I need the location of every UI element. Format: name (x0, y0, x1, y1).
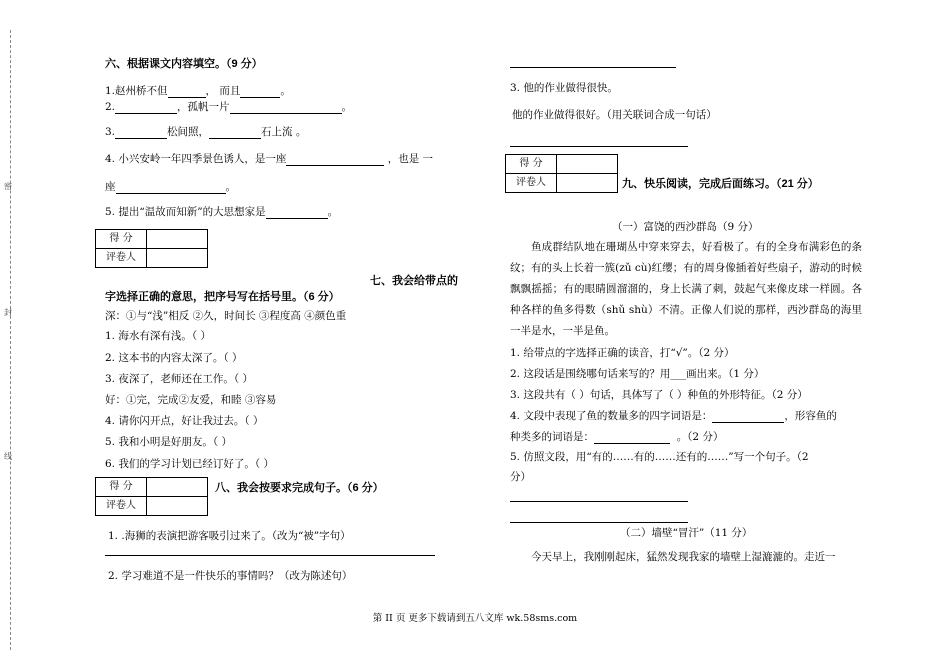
s8-question-2: 2. 学习难道不是一件快乐的事情吗？（改为陈述句） (108, 570, 353, 582)
p1-question-2: 2. 这段话是围绕哪句话来写的？用___画出来。（1 分） (510, 368, 765, 380)
s7-question-3: 3. 夜深了，老师还在工作。（ ） (105, 373, 253, 385)
score-box-8 (95, 477, 208, 516)
section6-title: 六、根据课文内容填空。（9 分） (105, 58, 263, 70)
s6-question-1: 1.赵州桥不但 ， 而且 。 (105, 85, 291, 97)
s6-question-4: 4. 小兴安岭一年四季景色诱人，是一座 ，也是 一 (105, 153, 434, 165)
section7-title-a: 七、我会给带点的 (370, 275, 458, 287)
fill-blank[interactable] (240, 86, 280, 98)
margin-label-seal2: 封 (4, 308, 12, 317)
s8-question-3: 3. 他的作业做得很快。 (510, 82, 618, 94)
grader-cell[interactable] (147, 249, 208, 268)
passage1-title: （一）富饶的西沙群岛（9 分） (612, 221, 759, 233)
fill-blank[interactable] (116, 182, 226, 194)
page-footer: 第 II 页 更多下载请到五八文库 wk.58sms.com (372, 613, 578, 624)
margin-label-seal: 密 (4, 182, 12, 191)
answer-line[interactable] (105, 555, 435, 556)
passage1-text: 鱼成群结队地在珊瑚丛中穿来穿去，好看极了。有的全身布满彩色的条纹；有的头上长着一簇(zǔ cù)红缨；有的周身像插着好些扇子，游动的时候飘飘摇摇；有的眼睛圆溜溜的，身上长满了刺，鼓起气来像皮球一样圆。各种各样的鱼多得数（shǔ shù）不清。正像人们说的那样，西沙群岛的海里一半是水，一半是鱼。 (510, 241, 862, 337)
fill-blank[interactable] (230, 102, 342, 114)
fill-blank[interactable] (712, 411, 784, 423)
p1-question-5-cont: 分） (510, 471, 531, 483)
p1-question-4: 4. 文段中表现了鱼的数量多的四字词语是： ，形容鱼的 (510, 410, 837, 422)
passage2-text: 今天早上，我刚刚起床，猛然发现我家的墙壁上湿漉漉的。走近一 (531, 551, 836, 563)
fill-blank[interactable] (209, 127, 261, 139)
score-label: 得 分 (506, 155, 557, 174)
grader-cell[interactable] (147, 497, 208, 516)
s8-question-1: 1. .海狮的表演把游客吸引过来了。（改为“被”字句） (108, 530, 351, 542)
s6-question-4-cont: 座 。 (105, 181, 236, 193)
section7-title-b: 字选择正确的意思，把序号写在括号里。（6 分） (105, 291, 340, 303)
s6-question-2: 2. ，孤帆一片 。 (105, 101, 353, 113)
s7-question-6: 6. 我们的学习计划已经订好了。（ ） (105, 458, 274, 470)
answer-line[interactable] (510, 67, 676, 68)
fill-blank[interactable] (286, 154, 384, 166)
p1-question-3: 3. 这段共有（ ）句话，具体写了（ ）种鱼的外形特征。（2 分） (510, 389, 808, 401)
s7-options-shen: 深：①与“浅”相反 ②久，时间长 ③程度高 ④颜色重 (105, 310, 347, 322)
grader-label: 评卷人 (96, 249, 147, 268)
grader-label: 评卷人 (96, 497, 147, 516)
fill-blank[interactable] (168, 86, 206, 98)
binding-margin-line (10, 30, 11, 650)
fill-blank[interactable] (266, 207, 328, 219)
s7-question-4: 4. 请你闪开点，好让我过去。（ ） (105, 415, 264, 427)
s7-question-5: 5. 我和小明是好朋友。（ ） (105, 436, 232, 448)
section8-title: 八、我会按要求完成句子。（6 分） (215, 482, 384, 494)
score-label: 得 分 (96, 230, 147, 249)
answer-line[interactable] (510, 522, 688, 523)
passage2-title: （二）墙壁“冒汗”（11 分） (620, 527, 753, 539)
score-box-7 (95, 229, 208, 268)
p1-question-1: 1. 给带点的字选择正确的读音，打“√”。（2 分） (510, 347, 735, 359)
score-cell[interactable] (557, 155, 618, 174)
s8-question-3b: 他的作业做得很好。（用关联词合成一句话） (512, 109, 717, 121)
answer-line[interactable] (510, 146, 688, 147)
fill-blank[interactable] (594, 432, 670, 444)
score-cell[interactable] (147, 230, 208, 249)
answer-line[interactable] (510, 501, 688, 502)
grader-cell[interactable] (557, 174, 618, 193)
score-box-9 (505, 154, 618, 193)
s7-options-hao: 好：①完，完成②友爱，和睦 ③容易 (105, 394, 277, 406)
fill-blank[interactable] (115, 102, 177, 114)
s6-question-5: 5. 提出“温故而知新”的大思想家是 。 (105, 206, 339, 218)
grader-label: 评卷人 (506, 174, 557, 193)
p1-question-4-cont: 种类多的词语是： 。（2 分） (510, 431, 724, 443)
p1-question-5: 5. 仿照文段，用“有的……有的……还有的……”写一个句子。（2 (510, 451, 809, 463)
score-cell[interactable] (147, 478, 208, 497)
section9-title: 九、快乐阅读，完成后面练习。（21 分） (622, 178, 819, 190)
score-label: 得 分 (96, 478, 147, 497)
s7-question-2: 2. 这本书的内容太深了。（ ） (105, 352, 243, 364)
fill-blank[interactable] (115, 127, 167, 139)
margin-label-line: 线 (4, 452, 12, 461)
s7-question-1: 1. 海水有深有浅。（ ） (105, 330, 211, 342)
s6-question-3: 3. 松间照， 石上流 。 (105, 126, 307, 138)
